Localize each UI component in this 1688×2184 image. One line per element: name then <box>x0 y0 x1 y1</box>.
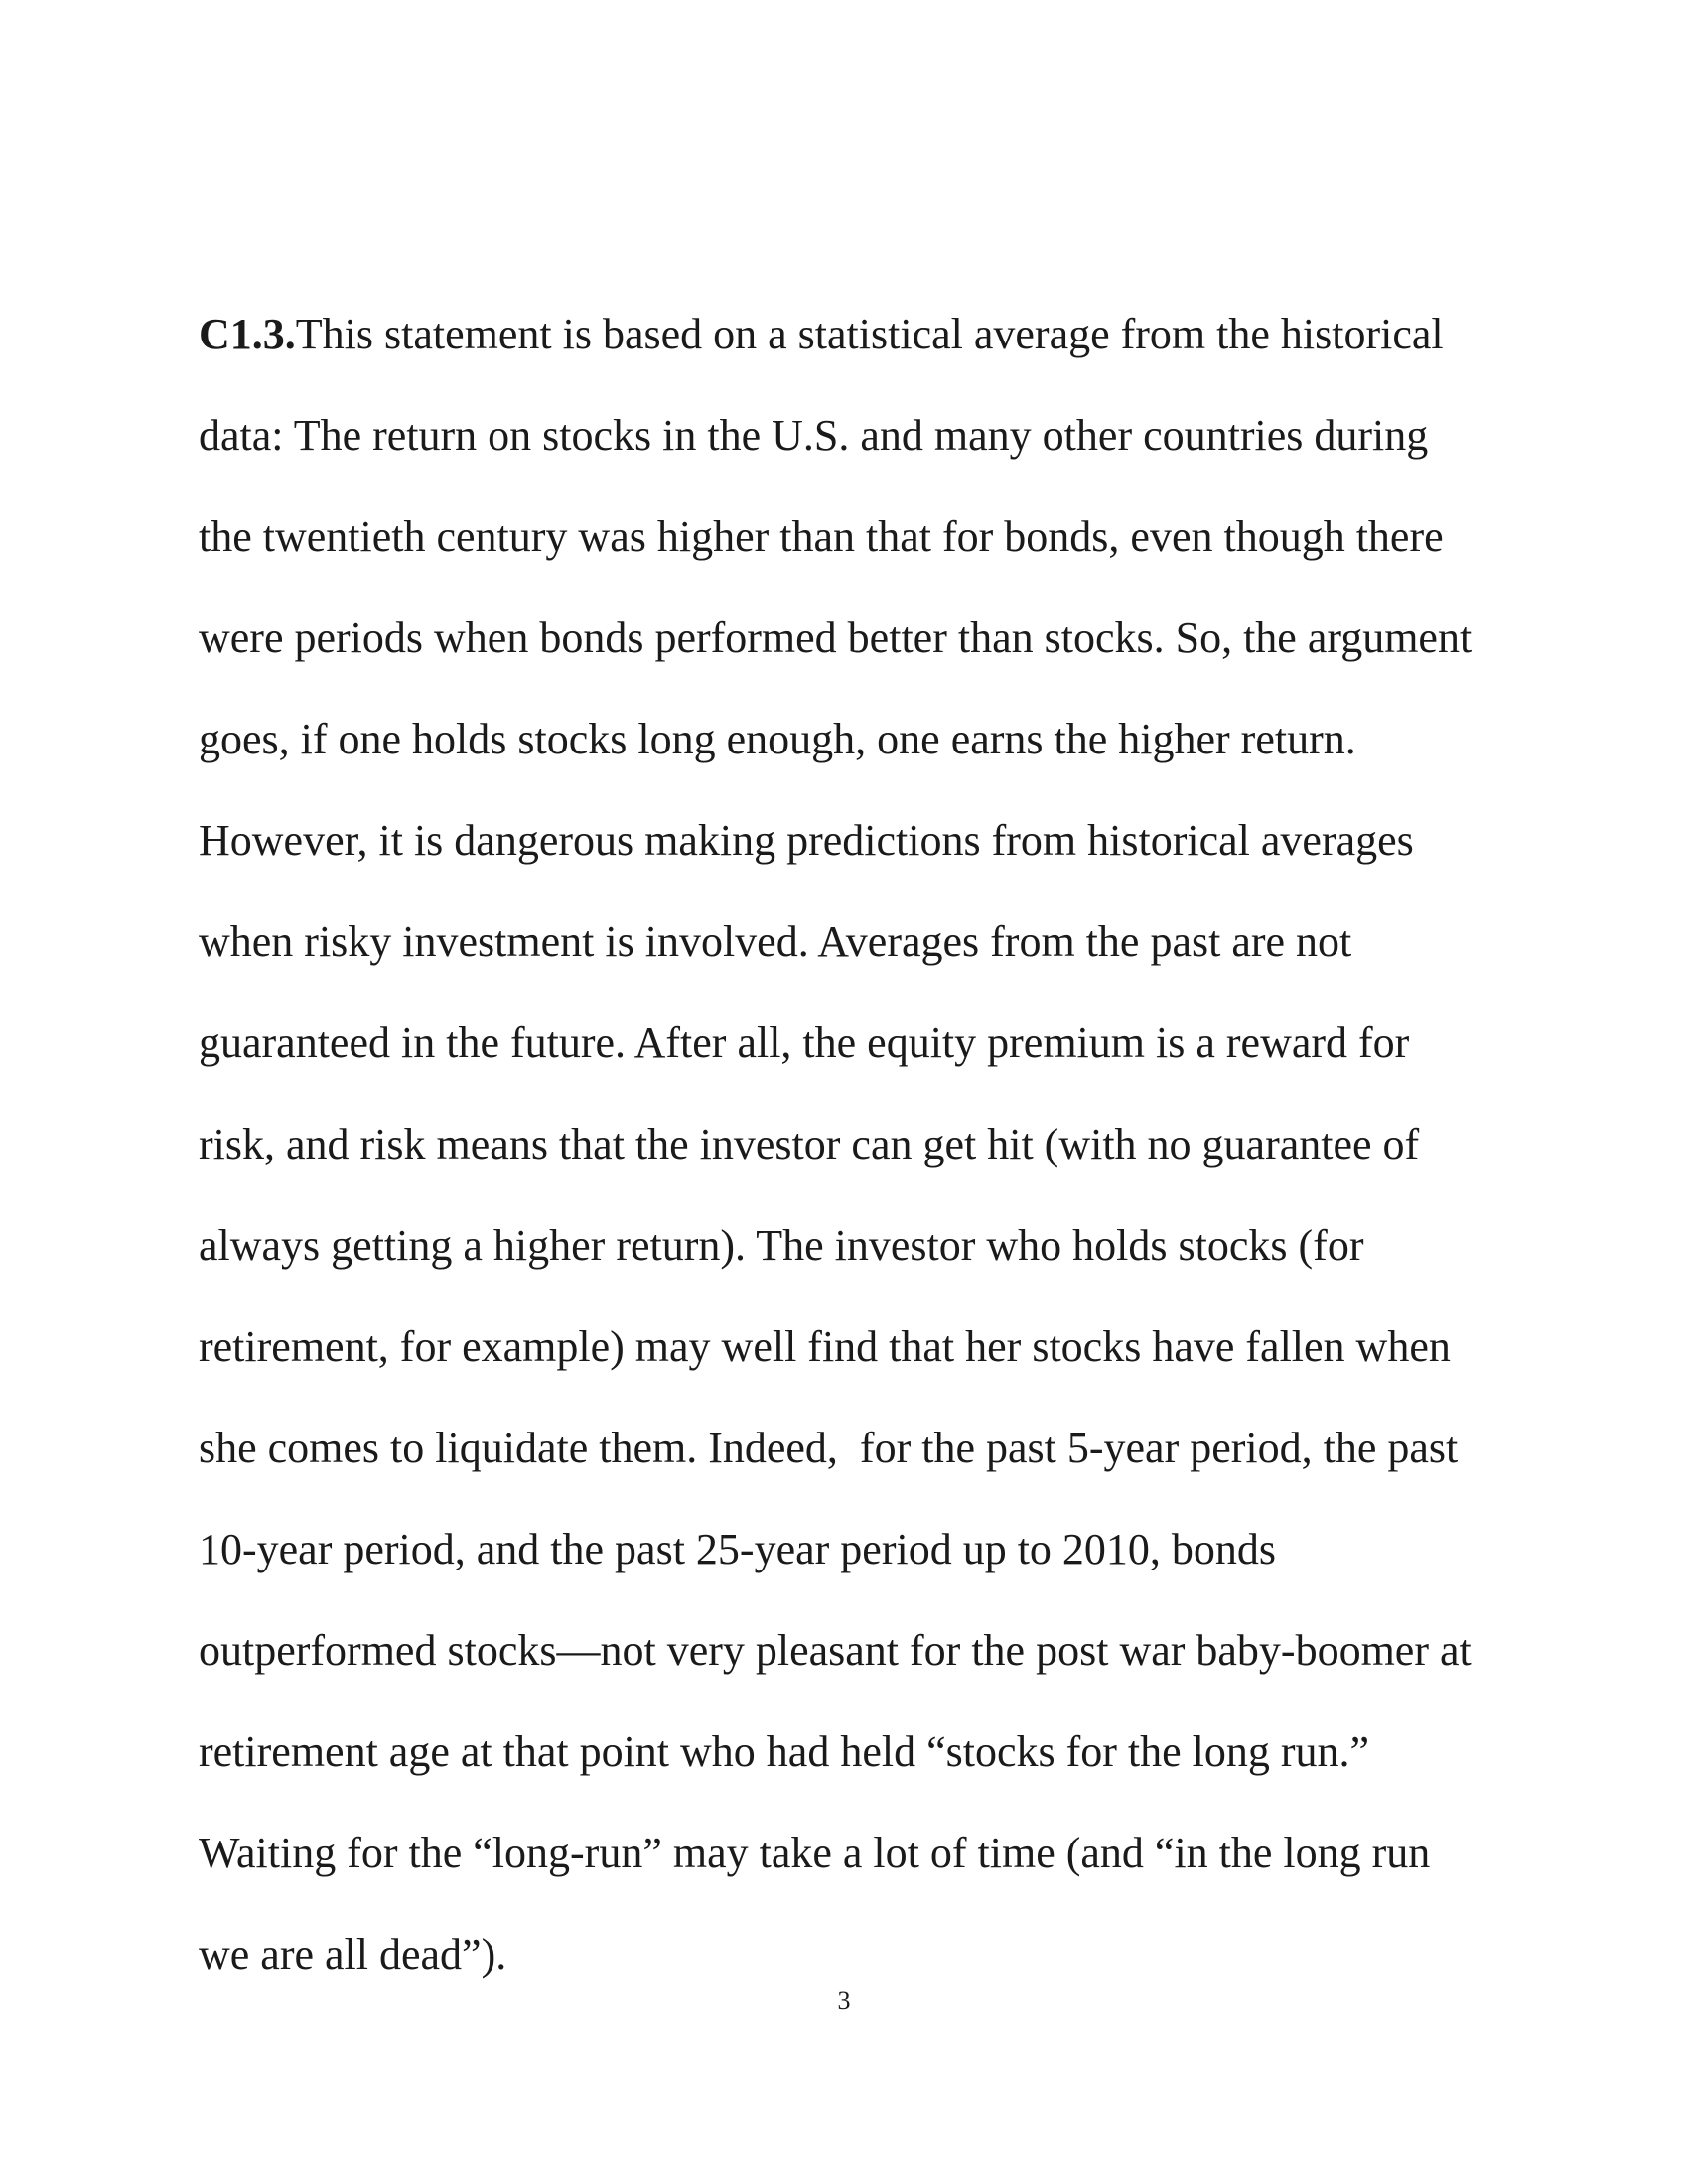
text-line: she comes to liquidate them. Indeed, for the past 5-year period, the past <box>199 1424 1459 1472</box>
text-line: data: The return on stocks in the U.S. and many other countries during <box>199 411 1429 460</box>
page-number: 3 <box>837 1986 851 2015</box>
text-line: when risky investment is involved. Averages from the past are not <box>199 917 1352 966</box>
text-line: risk, and risk means that the investor can get hit (with no guarantee of <box>199 1120 1420 1168</box>
text-line: we are all dead”). <box>199 1930 507 1979</box>
text-line: outperformed stocks—not very pleasant for the post war baby-boomer at <box>199 1626 1472 1675</box>
text-line: were periods when bonds performed better than stocks. So, the argument <box>199 614 1473 662</box>
text-line: goes, if one holds stocks long enough, one earns the higher return. <box>199 715 1356 763</box>
text-line-content: This statement is based on a statistical average from the historical <box>295 310 1444 358</box>
text-line: the twentieth century was higher than that for bonds, even though there <box>199 512 1444 561</box>
text-line: retirement, for example) may well find that her stocks have fallen when <box>199 1322 1451 1371</box>
text-line: guaranteed in the future. After all, the equity premium is a reward for <box>199 1019 1410 1067</box>
text-line: always getting a higher return). The investor who holds stocks (for <box>199 1221 1364 1270</box>
section-heading: C1.3. <box>199 310 296 358</box>
text-line: Waiting for the “long-run” may take a lot of time (and “in the long run <box>199 1829 1431 1877</box>
text-line: However, it is dangerous making predictions from historical averages <box>199 816 1414 865</box>
paragraph-c1-3 <box>199 284 1509 2005</box>
text-line: 10-year period, and the past 25-year period up to 2010, bonds <box>199 1525 1277 1573</box>
text-line: retirement age at that point who had held “stocks for the long run.” <box>199 1727 1370 1776</box>
text-line <box>199 284 1509 385</box>
